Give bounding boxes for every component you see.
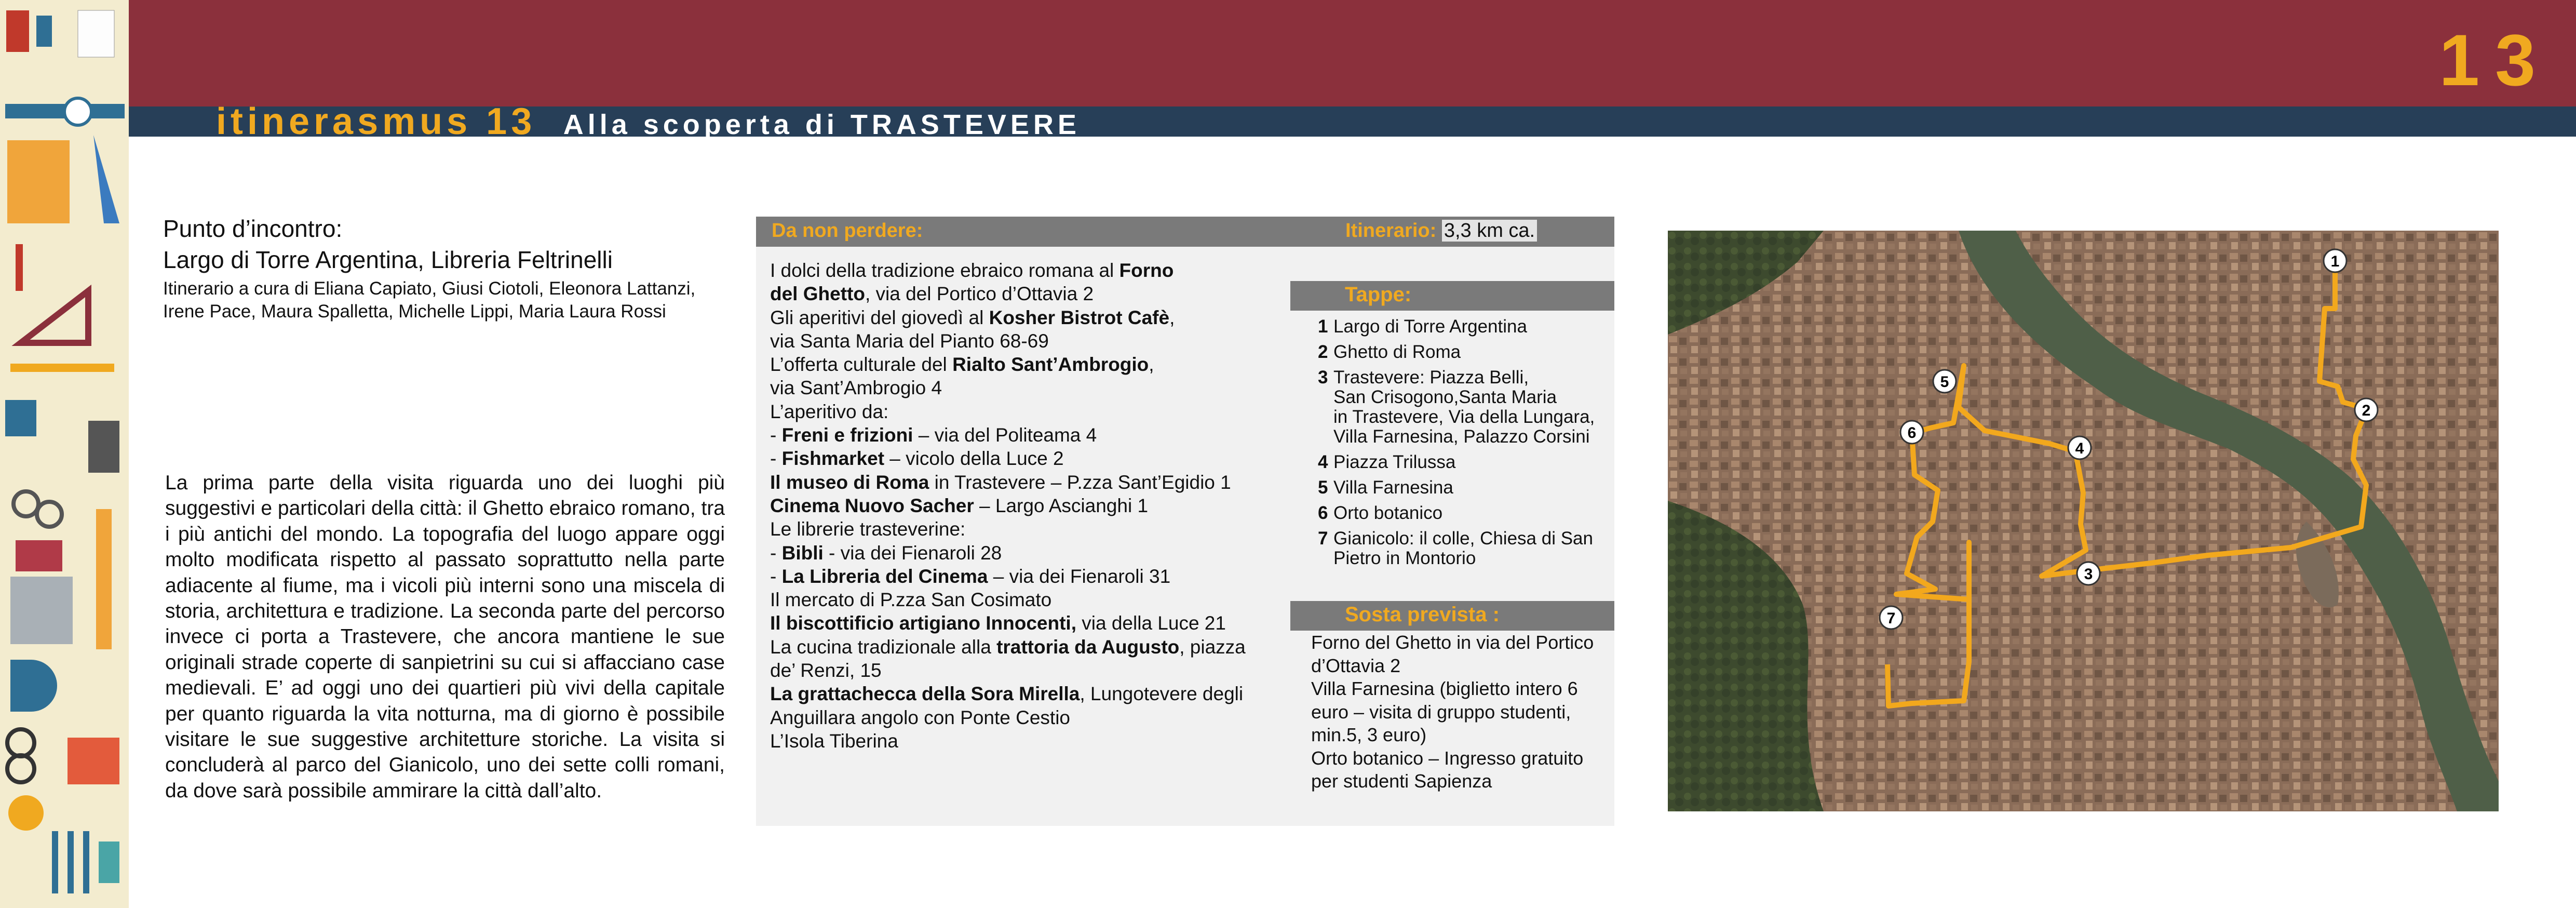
- sosta-header: [1290, 601, 1614, 631]
- highlight-text: de’ Renzi, 15: [770, 660, 882, 682]
- highlight-name: del Ghetto: [770, 283, 865, 305]
- highlight-text: -: [770, 448, 782, 470]
- stop-number: 1: [1318, 316, 1328, 337]
- stop-item: [1318, 478, 1609, 498]
- sosta-title: Sosta prevista :: [1345, 603, 1500, 626]
- highlight-text: – via del Politeama 4: [913, 424, 1097, 446]
- highlight-line: [770, 635, 1258, 659]
- glasses-icon: [7, 729, 34, 756]
- title-line: [216, 100, 1081, 143]
- plane-icon: [93, 135, 119, 223]
- meeting-place: Largo di Torre Argentina, Libreria Feltrinelli: [163, 246, 613, 273]
- highlight-text: ,: [1149, 354, 1154, 376]
- highlight-text: , via del Portico d’Ottavia 2: [865, 283, 1094, 305]
- stops-list: [1318, 317, 1609, 574]
- highlight-line: [770, 682, 1258, 705]
- highlight-line: [770, 423, 1258, 447]
- highlight-text: Il mercato di P.zza San Cosimato: [770, 589, 1052, 611]
- scissors-icon: [14, 491, 38, 516]
- meeting-section: [163, 213, 745, 323]
- marker-label: 5: [1940, 373, 1949, 391]
- route-marker: [1900, 421, 1923, 444]
- highlight-line: [770, 565, 1258, 588]
- box-icon: [16, 540, 62, 571]
- pen-icon: [16, 244, 23, 291]
- sosta-line: Orto botanico – Ingresso gratuito: [1311, 747, 1584, 769]
- highlight-line: [770, 259, 1258, 282]
- route-map: [1668, 231, 2499, 811]
- highlight-line: [770, 611, 1258, 635]
- highlight-line: [770, 471, 1258, 494]
- highlight-text: – vicolo della Luce 2: [884, 448, 1064, 470]
- stop-text: Largo di Torre Argentina: [1333, 316, 1527, 337]
- set-square-icon: [21, 291, 88, 343]
- folder-icon: [7, 140, 70, 223]
- highlight-text: -: [770, 542, 782, 564]
- highlight-line: [770, 306, 1258, 329]
- highlight-line: [770, 659, 1258, 682]
- clip-icon: [99, 842, 119, 883]
- stop-text: Piazza Trilussa: [1333, 452, 1456, 472]
- highlight-line: [770, 494, 1258, 517]
- route-marker: [2068, 436, 2091, 459]
- route-marker: [1933, 370, 1956, 393]
- header-band: [129, 0, 2576, 106]
- curators-line: Itinerario a cura di Eliana Capiato, Giusi Ciotoli, Eleonora Lattanzi,: [163, 278, 696, 299]
- highlight-line: [770, 376, 1258, 399]
- highlight-text: L’Isola Tiberina: [770, 730, 898, 752]
- marker-label: 6: [1907, 424, 1917, 442]
- stop-text: Villa Farnesina: [1333, 477, 1453, 498]
- highlight-text: , piazza: [1179, 636, 1246, 658]
- sosta-line: d’Ottavia 2: [1311, 655, 1401, 676]
- stop-text: Orto botanico: [1333, 503, 1443, 523]
- magnifier-icon: [8, 795, 44, 831]
- stop-text: Trastevere: Piazza Belli, San Crisogono,Santa Maria in Trastevere, Via della Lungara, Villa Farnesina, Palazzo Corsini: [1333, 367, 1595, 447]
- highlight-name: Freni e frizioni: [781, 424, 913, 446]
- route-marker: [2355, 398, 2378, 421]
- book-red-icon: [68, 738, 119, 784]
- sosta-line: Forno del Ghetto in via del Portico: [1311, 632, 1594, 653]
- pencils-icon: [52, 831, 58, 893]
- marker-label: 4: [2075, 440, 2084, 457]
- highlight-text: La cucina tradizionale alla: [770, 636, 997, 658]
- stop-item: [1318, 342, 1609, 362]
- highlights-title: Da non perdere:: [772, 220, 923, 242]
- stops-title: Tappe:: [1345, 283, 1412, 306]
- highlight-name: Forno: [1119, 260, 1174, 281]
- highlight-name: Kosher Bistrot Cafè: [989, 306, 1170, 328]
- curators: [163, 277, 745, 323]
- highlight-name: Bibli: [781, 542, 824, 564]
- marker-label: 2: [2362, 402, 2371, 419]
- highlight-name: Fishmarket: [781, 448, 885, 470]
- highlight-text: - via dei Fienaroli 28: [823, 542, 1002, 564]
- stapler-icon: [5, 400, 36, 436]
- highlight-text: -: [770, 424, 782, 446]
- highlight-line: [770, 706, 1258, 729]
- highlight-text: Anguillara angolo con Ponte Cestio: [770, 706, 1070, 728]
- d-shape-icon: [10, 660, 57, 712]
- stop-text: Ghetto di Roma: [1333, 342, 1461, 362]
- highlight-text: , Lungotevere degli: [1080, 683, 1244, 705]
- highlight-name: trattoria da Augusto: [996, 636, 1180, 658]
- marker-label: 3: [2084, 566, 2093, 583]
- highlight-line: [770, 447, 1258, 470]
- calculator-icon: [88, 421, 119, 473]
- itinerary-length: [1345, 220, 1537, 242]
- highlight-line: [770, 541, 1258, 565]
- highlight-line: [770, 282, 1258, 305]
- decorative-stationery-strip: [0, 0, 129, 908]
- highlight-text: via Santa Maria del Pianto 68-69: [770, 330, 1049, 352]
- highlight-name: La Libreria del Cinema: [781, 565, 988, 587]
- sosta-line: Villa Farnesina (biglietto intero 6: [1311, 678, 1578, 699]
- highlights-list: [770, 259, 1258, 753]
- highlight-text: via della Luce 21: [1076, 612, 1226, 634]
- stops-header: [1290, 281, 1614, 311]
- highlights-panel-header: [756, 217, 1614, 247]
- curators-line: Irene Pace, Maura Spalletta, Michelle Lippi, Maria Laura Rossi: [163, 301, 666, 322]
- brand-title: itinerasmus 13: [216, 101, 536, 142]
- stop-item: [1318, 317, 1609, 337]
- highlight-text: via Sant’Ambrogio 4: [770, 377, 942, 399]
- description-paragraph: La prima parte della visita riguarda uno dei luoghi più suggestivi e particolari della città: il Ghetto ebraico romano, tra i più antichi del mondo. La topografia del luogo appare oggi molto modificata rispetto al passato soprattutto nella parte adiacente al fiume, ma i vicoli più interni sono una miscela di storia, architettura e tradizione. La seconda parte del percorso invece ci porta a Trastevere, che ancora mantiene le sue originali strade coperte di sanpietrini su cui si affacciano case medievali. E’ ad oggi uno dei quartieri più vivi della capitale per quanto riguarda la vita notturna, ma di giorno è possibile visitare le sue suggestive architetture storiche. La visita si concluderà al parco del Gianicolo, uno dei sette colli romani, da dove sarà possibile ammirare la città dall’alto.: [165, 472, 725, 802]
- sosta-line: min.5, 3 euro): [1311, 724, 1427, 745]
- book-icon: [6, 10, 29, 52]
- highlight-line: [770, 329, 1258, 353]
- stop-number: 7: [1318, 528, 1328, 549]
- stop-number: 3: [1318, 367, 1328, 388]
- highlight-text: -: [770, 565, 782, 587]
- highlight-name: Il museo di Roma: [770, 471, 929, 493]
- sosta-line: euro – visita di gruppo studenti,: [1311, 701, 1571, 723]
- meeting-label: Punto d’incontro:: [163, 215, 343, 242]
- highlight-text: – Largo Ascianghi 1: [974, 495, 1149, 516]
- highlight-text: I dolci della tradizione ebraico romana al: [770, 260, 1120, 281]
- page-number: 13: [2439, 19, 2551, 101]
- notepad-icon: [78, 10, 114, 57]
- highlight-name: Rialto Sant’Ambrogio: [952, 354, 1149, 376]
- sosta-line: per studenti Sapienza: [1311, 770, 1492, 792]
- itinerary-label: Itinerario:: [1345, 220, 1437, 242]
- highlight-text: ,: [1169, 306, 1175, 328]
- highlight-text: – via dei Fienaroli 31: [988, 565, 1171, 587]
- marker-label: 7: [1886, 610, 1896, 627]
- sosta-list: [1311, 631, 1612, 793]
- stop-number: 4: [1318, 452, 1328, 472]
- highlight-name: Cinema Nuovo Sacher: [770, 495, 974, 516]
- highlight-text: Gli aperitivi del giovedì al: [770, 306, 989, 328]
- route-marker: [2324, 249, 2346, 272]
- highlight-name: La grattachecca della Sora Mirella: [770, 683, 1080, 705]
- page-subtitle: Alla scoperta di TRASTEVERE: [563, 109, 1081, 140]
- route-marker: [2077, 562, 2100, 585]
- stop-number: 5: [1318, 477, 1328, 498]
- highlight-text: L’offerta culturale del: [770, 354, 953, 376]
- highlight-line: [770, 729, 1258, 753]
- stop-text: Gianicolo: il colle, Chiesa di San Pietro in Montorio: [1333, 528, 1593, 568]
- stop-item: [1318, 503, 1609, 523]
- highlight-line: [770, 588, 1258, 611]
- highlight-line: [770, 353, 1258, 376]
- stop-number: 6: [1318, 503, 1328, 523]
- route-marker: [1880, 606, 1903, 629]
- highlight-text: in Trastevere – P.zza Sant’Egidio 1: [929, 471, 1231, 493]
- stop-item: [1318, 452, 1609, 472]
- highlight-name: Il biscottificio artigiano Innocenti,: [770, 612, 1076, 634]
- clock-icon: [64, 98, 91, 125]
- highlight-line: [770, 517, 1258, 541]
- marker-label: 1: [2330, 253, 2340, 270]
- highlight-line: [770, 400, 1258, 423]
- title-bar: [129, 101, 2576, 142]
- cabinet-icon: [10, 577, 73, 644]
- stop-item: [1318, 368, 1609, 447]
- itinerary-value: 3,3 km ca.: [1442, 220, 1537, 242]
- highlight-text: L’aperitivo da:: [770, 400, 889, 422]
- stop-item: [1318, 529, 1609, 568]
- pencil-icon: [10, 364, 114, 372]
- ruler-vertical-icon: [96, 509, 112, 649]
- pin-icon: [36, 16, 52, 47]
- stop-number: 2: [1318, 342, 1328, 362]
- highlight-text: Le librerie trasteverine:: [770, 518, 966, 540]
